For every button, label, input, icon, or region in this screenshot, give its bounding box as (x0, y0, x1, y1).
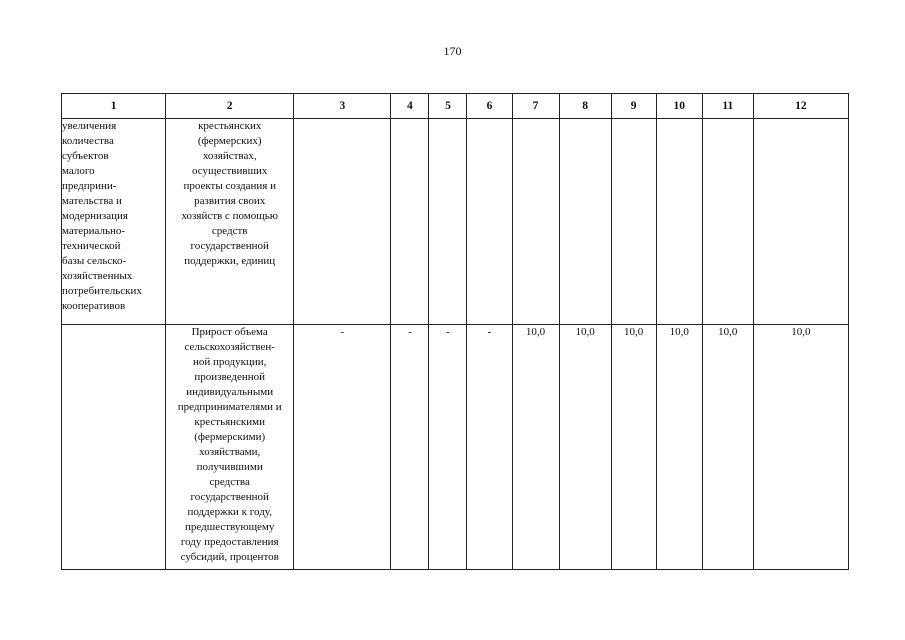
value-cell (656, 119, 702, 325)
page-number: 170 (443, 44, 462, 58)
value-cell (559, 119, 611, 325)
indicator-cell: Прирост объема сельскохозяйствен- ной продукции, произведенной индивидуальными предпринимателями и крестьянскими (фермерскими) хозяйствами, получившими средства государственной поддержки к году, предшествующему году предоставления субсидий, процентов (166, 325, 294, 570)
value-cell: - (429, 325, 467, 570)
value-cell: 10,0 (656, 325, 702, 570)
value-cell: 10,0 (559, 325, 611, 570)
value-cell: 10,0 (702, 325, 753, 570)
column-header: 9 (611, 94, 656, 119)
goal-cell: увеличения количества субъектов малого предприни- мательства и модернизация материально- технической базы сельско- хозяйственных потребительских кооперативов (62, 119, 166, 325)
value-cell (467, 119, 512, 325)
column-header: 3 (294, 94, 391, 119)
value-cell (702, 119, 753, 325)
value-cell (294, 119, 391, 325)
column-header: 12 (753, 94, 848, 119)
column-header: 8 (559, 94, 611, 119)
value-cell (753, 119, 848, 325)
value-cell: - (294, 325, 391, 570)
column-header: 11 (702, 94, 753, 119)
value-cell (512, 119, 559, 325)
value-cell: - (467, 325, 512, 570)
table-header-row (62, 94, 849, 119)
indicator-cell: крестьянских (фермерских) хозяйствах, осуществивших проекты создания и развития своих хозяйств с помощью средств государственной поддержки, единиц (166, 119, 294, 325)
column-header: 10 (656, 94, 702, 119)
indicator-table (61, 93, 849, 570)
value-cell: - (391, 325, 429, 570)
value-cell (429, 119, 467, 325)
column-header: 6 (467, 94, 512, 119)
column-header: 7 (512, 94, 559, 119)
column-header: 4 (391, 94, 429, 119)
table-row (62, 325, 849, 570)
column-header: 2 (166, 94, 294, 119)
value-cell (391, 119, 429, 325)
column-header: 5 (429, 94, 467, 119)
table-row (62, 119, 849, 325)
value-cell (611, 119, 656, 325)
value-cell: 10,0 (611, 325, 656, 570)
value-cell: 10,0 (753, 325, 848, 570)
column-header: 1 (62, 94, 166, 119)
value-cell: 10,0 (512, 325, 559, 570)
goal-cell (62, 325, 166, 570)
